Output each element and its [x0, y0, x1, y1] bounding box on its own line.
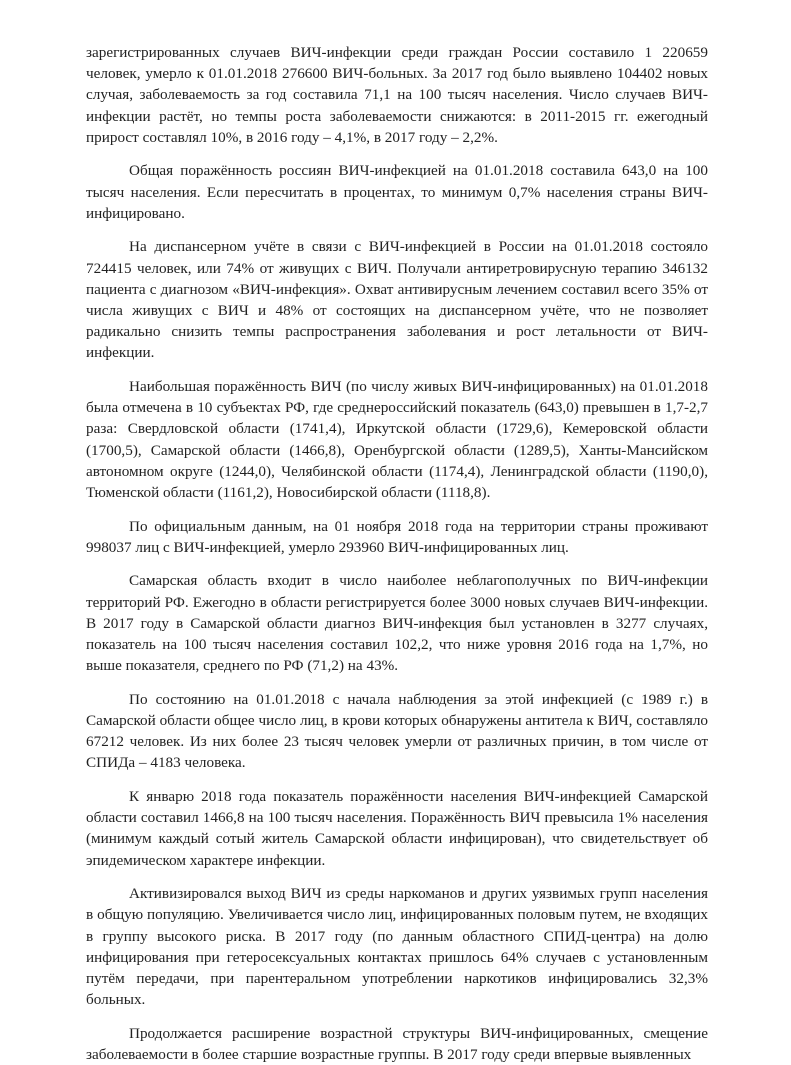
paragraph-transmission-routes: Активизировался выход ВИЧ из среды наркоманов и других уязвимых групп населения в общую популяцию. Увеличивается число лиц, инфицированных половым путем, не входящих в группу высокого риска. В 2017 году (по данным областного СПИД-центра) на долю инфицирования при гетеросексуальных контактах пришлось 64% случаев с установленным путём передачи, при парентеральном употреблении наркотиков инфицировались 32,3% больных. [86, 885, 708, 1009]
paragraph-samara-cumulative: По состоянию на 01.01.2018 с начала наблюдения за этой инфекцией (с 1989 г.) в Самарской области общее число лиц, в крови которых обнаружены антитела к ВИЧ, составляло 67212 человек. Из них более 23 тысяч человек умерли от различных причин, в том числе от СПИДа – 4183 человека. [86, 690, 708, 772]
paragraph-samara-region-cases: Самарская область входит в число наиболее неблагополучных по ВИЧ-инфекции территорий РФ. Ежегодно в области регистрируется более 3000 новых случаев ВИЧ-инфекции. В 2017 году в Самарской области диагноз ВИЧ-инфекция был установлен в 3277 случаях, показатель на 100 тысяч населения составил 102,2, что ниже уровня 2016 года на 1,7%, но выше показателя, среднего по РФ (71,2) на 43%. [86, 572, 708, 675]
paragraph-top-regions: Наибольшая поражённость ВИЧ (по числу живых ВИЧ-инфицированных) на 01.01.2018 была отмечена в 10 субъектах РФ, где среднероссийский показатель (643,0) превышен в 1,7-2,7 раза: Свердловской области (1741,4), Иркутской области (1729,6), Кемеровской области (1700,5), Самарской области (1466,8), Оренбургской области (1289,5), Ханты-Мансийском автономном округе (1244,0), Челябинской области (1174,4), Ленинградской области (1190,0), Тюменской области (1161,2), Новосибирской области (1118,8). [86, 378, 708, 502]
paragraph-hiv-prevalence-russia: Общая поражённость россиян ВИЧ-инфекцией на 01.01.2018 составила 643,0 на 100 тысяч населения. Если пересчитать в процентах, то минимум 0,7% населения страны ВИЧ-инфицировано. [86, 162, 708, 222]
paragraph-samara-prevalence: К январю 2018 года показатель поражённости населения ВИЧ-инфекцией Самарской области составил 1466,8 на 100 тысяч населения. Поражённость ВИЧ превысила 1% населения (минимум каждый сотый житель Самарской области инфицирован), что свидетельствует об эпидемическом характере инфекции. [86, 788, 708, 869]
document-body [86, 42, 708, 1065]
paragraph-official-data-november: По официальным данным, на 01 ноября 2018 года на территории страны проживают 998037 лиц с ВИЧ-инфекцией, умерло 293960 ВИЧ-инфицированных лиц. [86, 517, 708, 556]
paragraph-dispensary-registration: На диспансерном учёте в связи с ВИЧ-инфекцией в России на 01.01.2018 состояло 724415 человек, или 74% от живущих с ВИЧ. Получали антиретровирусную терапию 346132 пациента с диагнозом «ВИЧ-инфекция». Охват антивирусным лечением составил всего 35% от числа живущих с ВИЧ и 48% от состоящих на диспансерном учёте, что не позволяет радикально снизить темпы распространения заболевания и рост летальности от ВИЧ-инфекции. [86, 238, 708, 362]
paragraph-hiv-registered-cases: зарегистрированных случаев ВИЧ-инфекции среди граждан России составило 1 220659 человек, умерло к 01.01.2018 276600 ВИЧ-больных. За 2017 год было выявлено 104402 новых случая, заболеваемость за год составила 71,1 на 100 тысяч населения. Число случаев ВИЧ-инфекции растёт, но темпы роста заболеваемости снижаются: в 2011-2015 гг. ежегодный прирост составлял 10%, в 2016 году – 4,1%, в 2017 году – 2,2%. [86, 44, 708, 146]
paragraph-age-structure: Продолжается расширение возрастной структуры ВИЧ-инфицированных, смещение заболеваемости в более старшие возрастные группы. В 2017 году среди впервые выявленных [86, 1024, 708, 1064]
